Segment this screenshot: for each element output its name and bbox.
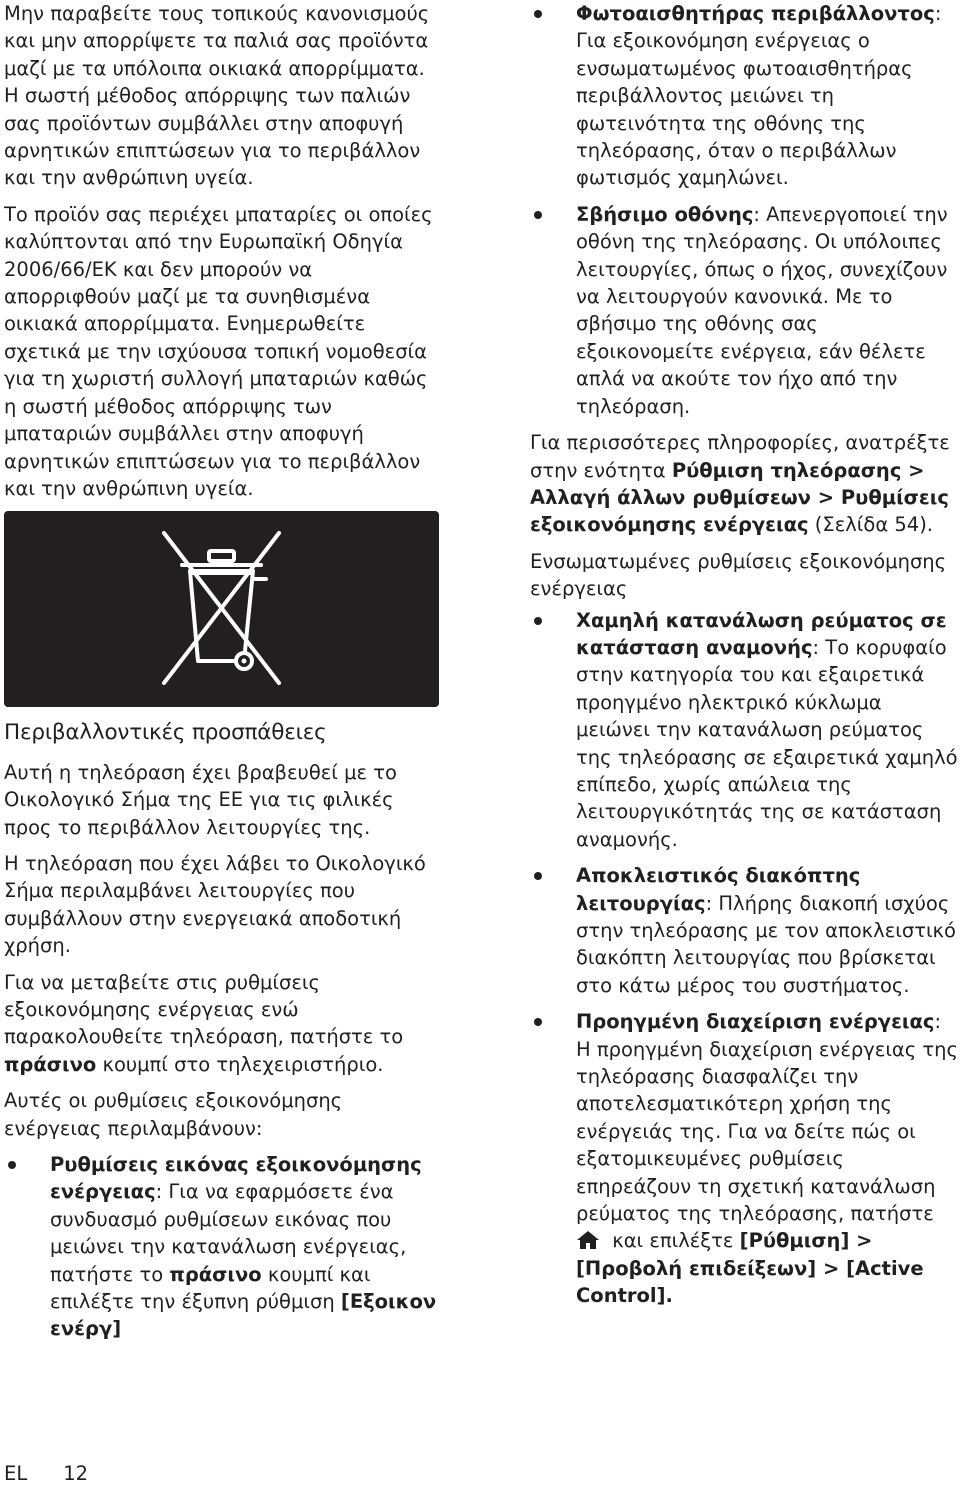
bullet: [534, 872, 542, 880]
bullet: [8, 1161, 16, 1169]
settings-intro-paragraph: Αυτές οι ρυθμίσεις εξοικονόμησης ενέργειας περιλαμβάνουν:: [4, 1089, 343, 1140]
disposal-paragraph: Μην παραβείτε τους τοπικούς κανονισμούς και μην απορρίψετε τα παλιά σας προϊόντα μαζί με τα υπόλοιπα οικιακά απορρίμματα. Η σωστή μέθοδος απόρριψης των παλιών σας προϊόντων συμβάλλει στην αποφυγή αρνητικών επιπτώσεων για το περιβάλλον και την ανθρώπινη υγεία.: [4, 2, 430, 190]
bullet: [534, 10, 542, 18]
ecolabel-paragraph: Αυτή η τηλεόραση έχει βραβευθεί με το Οικολογικό Σήμα της ΕΕ για τις φιλικές προς το περιβάλλον λειτουργίες της.: [4, 760, 397, 839]
bullet: [534, 1018, 542, 1026]
builtin-settings-list: [530, 607, 960, 1310]
list-item: Σβήσιμο οθόνης: Απενεργοποιεί την οθόνη της τηλεόρασης. Οι υπόλοιπες λειτουργίες, όπως ο ήχος, συνεχίζουν να λειτουργούν κανονικά. Με το σβήσιμο της οθόνης σας εξοικονομείτε ενέργεια, εάν θέλετε απλά να ακούτε τον ήχο από την τηλεόραση.: [530, 201, 960, 420]
right-column: [530, 0, 960, 1319]
list-item: Προηγμένη διαχείριση ενέργειας: Η προηγμένη διαχείριση ενέργειας της τηλεόρασης διασφαλίζει την αποτελεσματικότερη χρήση της ενέργειάς της. Για να δείτε πώς οι εξατομικευμένες ρυθμίσεις επηρεάζουν τη σχετική κατανάλωση ρεύματος της τηλεόρασης, πατήστε και επιλέξτε [Ρύθμιση] > [Προβολή επιδείξεων] > [Active Control].: [530, 1008, 960, 1309]
battery-paragraph: Το προϊόν σας περιέχει μπαταρίες οι οποίες καλύπτονται από την Ευρωπαϊκή Οδηγία 2006/66/ΕΚ και δεν μπορούν να απορριφθούν μαζί με τα συνηθισμένα οικιακά απορρίμματα. Ενημερωθείτε σχετικά με την ισχύουσα τοπική νομοθεσία για τη χωριστή συλλογή μπαταριών καθώς η σωστή μέθοδος απόρριψης των μπαταριών συμβάλλει στην αποφυγή αρνητικών επιπτώσεων για το περιβάλλον και την ανθρώπινη υγεία.: [4, 202, 433, 500]
home-icon: [576, 1230, 600, 1250]
list-item: Ρυθμίσεις εικόνας εξοικονόμησης ενέργειας: Για να εφαρμόσετε ένα συνδυασμό ρυθμίσεων εικόνας που μειώνει την κατανάλωση ενέργειας, πατήστε το πράσινο κουμπί και επιλέξτε την έξυπνη ρύθμιση [Εξοικον ενέργ]: [4, 1151, 444, 1343]
settings-path: Ρύθμιση τηλεόρασης > Αλλαγή άλλων ρυθμίσεων > Ρυθμίσεις εξοικονόμησης ενέργειας: [530, 458, 949, 537]
builtin-settings-heading: Ενσωματωμένες ρυθμίσεις εξοικονόμησης ενέργειας: [530, 549, 947, 601]
energy-settings-list-continued: [530, 0, 960, 420]
weee-symbol-box: [4, 511, 439, 707]
energy-settings-list: [4, 1151, 444, 1343]
left-column: [4, 0, 444, 1352]
green-button-label: πράσινο: [4, 1052, 97, 1076]
crossed-out-wheelie-bin-icon: [154, 521, 289, 697]
more-info-paragraph: Για περισσότερες πληροφορίες, ανατρέξτε στην ενότητα Ρύθμιση τηλεόρασης > Αλλαγή άλλων ρυθμίσεων > Ρυθμίσεις εξοικονόμησης ενέργειας (Σελίδα 54).: [530, 431, 950, 537]
section-heading-environment: Περιβαλλοντικές προσπάθειες: [4, 720, 327, 746]
page-footer: [4, 1460, 124, 1487]
language-code: EL: [4, 1462, 28, 1485]
green-button-paragraph: Για να μεταβείτε στις ρυθμίσεις εξοικονόμησης ενέργειας ενώ παρακολουθείτε τηλεόραση, πατήστε το πράσινο κουμπί στο τηλεχειριστήριο.: [4, 970, 404, 1076]
bullet: [534, 617, 542, 625]
page-number: 12: [63, 1462, 89, 1485]
list-item: Αποκλειστικός διακόπτης λειτουργίας: Πλήρης διακοπή ισχύος στην τηλεόρασης με τον αποκλειστικό διακόπτη λειτουργίας που βρίσκεται στο κάτω μέρος του συστήματος.: [530, 862, 960, 999]
list-item: Χαμηλή κατανάλωση ρεύματος σε κατάσταση αναμονής: Το κορυφαίο στην κατηγορία του και εξαιρετικά προηγμένο ηλεκτρικό κύκλωμα μειώνει την κατανάλωση ρεύματος της τηλεόρασης σε εξαιρετικά χαμηλό επίπεδο, χωρίς απώλεια της λειτουργικότητάς της σε κατάσταση αναμονής.: [530, 607, 960, 854]
ecolabel-features-paragraph: Η τηλεόραση που έχει λάβει το Οικολογικό Σήμα περιλαμβάνει λειτουργίες που συμβάλλουν στην ενεργειακά αποδοτική χρήση.: [4, 851, 426, 958]
bullet: [534, 211, 542, 219]
list-item: Φωτοαισθητήρας περιβάλλοντος: Για εξοικονόμηση ενέργειας ο ενσωματωμένος φωτοαισθητήρας περιβάλλοντος μειώνει τη φωτεινότητα της οθόνης της τηλεόρασης, όταν ο περιβάλλων φωτισμός χαμηλώνει.: [530, 0, 960, 192]
